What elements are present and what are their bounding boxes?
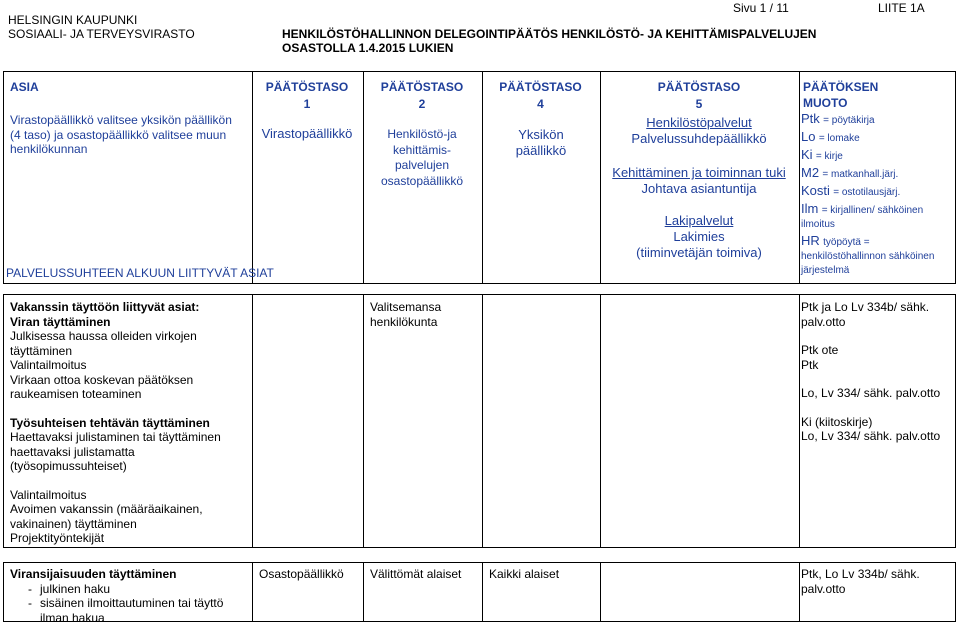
level5-role-palvelussuhdepaallikko: Palvelussuhdepäällikkö xyxy=(631,131,767,146)
level5-title: PÄÄTÖSTASO xyxy=(657,80,741,94)
vacancy-matters xyxy=(10,300,248,546)
form-title-line2: MUOTO xyxy=(803,96,848,110)
substitution-heading: Viransijaisuuden täyttäminen xyxy=(10,567,177,581)
level5-unit-henkilostopalvelut: Henkilöstöpalvelut xyxy=(646,115,752,130)
level4-role: Yksikön päällikkö xyxy=(515,127,567,158)
level2-selected-staff: Valitsemansa henkilökunta xyxy=(370,300,442,329)
level5-unit-kehittaminen: Kehittäminen ja toiminnan tuki xyxy=(612,165,786,180)
level5-unit-lakipalvelut: Lakipalvelut xyxy=(664,213,734,228)
form-text: Ptk xyxy=(801,357,819,372)
legend-item: Ptk = pöytäkirja xyxy=(801,111,875,126)
legend-item: M2 = matkanhall.järj. xyxy=(801,165,899,180)
department-name: SOSIAALI- JA TERVEYSVIRASTO xyxy=(8,27,195,41)
substitution-form: Ptk, Lo Lv 334b/ sähk. palv.otto xyxy=(801,567,920,596)
page-number: Sivu 1 / 11 xyxy=(733,1,789,15)
legend-item: HR työpöytä = henkilöstöhallinnon sähköinen järjestelmä xyxy=(801,233,935,276)
form-legend xyxy=(801,112,951,277)
level2-title: PÄÄTÖSTASO xyxy=(380,80,464,94)
row-text: Valintailmoitus xyxy=(10,487,87,502)
org-name: HELSINGIN KAUPUNKI xyxy=(8,13,138,27)
level2-number: 2 xyxy=(418,97,426,111)
office-filling-heading: Viran täyttäminen xyxy=(10,314,111,329)
legend-item: Lo = lomake xyxy=(801,129,860,144)
doc-title-line1: HENKILÖSTÖHALLINNON DELEGOINTIPÄÄTÖS HENKILÖSTÖ- JA KEHITTÄMISPALVELUJEN xyxy=(282,27,817,41)
form-text: Ptk ote xyxy=(801,343,839,357)
level2-role: Henkilöstö-ja kehittämis-palvelujen osastopäällikkö xyxy=(380,127,464,188)
asia-title: ASIA xyxy=(10,80,39,94)
legend-item: Ilm = kirjallinen/ sähköinen ilmoitus xyxy=(801,201,924,230)
level5-role-lakimies: Lakimies xyxy=(673,229,725,244)
vacancy-heading: Vakanssin täyttöön liittyvät asiat: xyxy=(10,300,200,314)
form-title-line1: PÄÄTÖKSEN xyxy=(803,80,879,94)
section-heading: PALVELUSSUHTEEN ALKUUN LIITTYVÄT ASIAT xyxy=(6,266,274,280)
substitution-matters xyxy=(10,567,250,625)
form-text: Ki (kiitoskirje) xyxy=(801,414,873,429)
row-text: Virkaan ottoa koskevan päätöksen raukeamisen toteaminen xyxy=(10,372,194,401)
row-text: Haettavaksi julistaminen tai täyttäminen haettavaksi julistamatta (työsopimussuhteiset) xyxy=(10,430,221,473)
level5-role-note: (tiiminvetäjän toimiva) xyxy=(636,245,762,260)
substitution-level2: Välittömät alaiset xyxy=(370,567,462,581)
row-text: Julkisessa haussa olleiden virkojen täyttäminen xyxy=(10,329,197,358)
form-text: Lo, Lv 334/ sähk. palv.otto xyxy=(801,429,941,443)
bullet-item: - julkinen haku xyxy=(28,581,111,596)
attachment-label: LIITE 1A xyxy=(878,1,925,15)
level1-title: PÄÄTÖSTASO xyxy=(265,80,349,94)
vacancy-forms xyxy=(801,300,951,444)
asia-description: Virastopäällikkö valitsee yksikön päällikön (4 taso) ja osastopäällikkö valitsee muun henkilökunnan xyxy=(10,113,232,156)
level1-number: 1 xyxy=(303,97,311,111)
row-text: Projektityöntekijät xyxy=(10,531,105,545)
level1-role: Virastopäällikkö xyxy=(261,126,353,141)
legend-item: Kosti = ostotilausjärj. xyxy=(801,183,901,198)
employment-filling-heading: Työsuhteisen tehtävän täyttäminen xyxy=(10,415,210,430)
bullet-item: - sisäinen ilmoittautuminen tai täyttö ilman hakua xyxy=(28,596,224,625)
level5-number: 5 xyxy=(695,97,703,111)
form-text: Lo, Lv 334/ sähk. palv.otto xyxy=(801,386,941,400)
level4-title: PÄÄTÖSTASO xyxy=(499,80,582,94)
doc-title-line2: OSASTOLLA 1.4.2015 LUKIEN xyxy=(282,41,454,55)
level4-number: 4 xyxy=(537,97,544,111)
level5-role-johtava-asiantuntija: Johtava asiantuntija xyxy=(641,181,757,196)
substitution-level1: Osastopäällikkö xyxy=(259,567,344,581)
form-text: Ptk ja Lo Lv 334b/ sähk. palv.otto xyxy=(801,300,930,329)
legend-item: Ki = kirje xyxy=(801,147,843,162)
row-text: Valintailmoitus xyxy=(10,358,87,372)
row-text: Avoimen vakanssin (määräaikainen, vakinainen) täyttäminen xyxy=(10,502,203,531)
substitution-level4: Kaikki alaiset xyxy=(489,567,560,581)
